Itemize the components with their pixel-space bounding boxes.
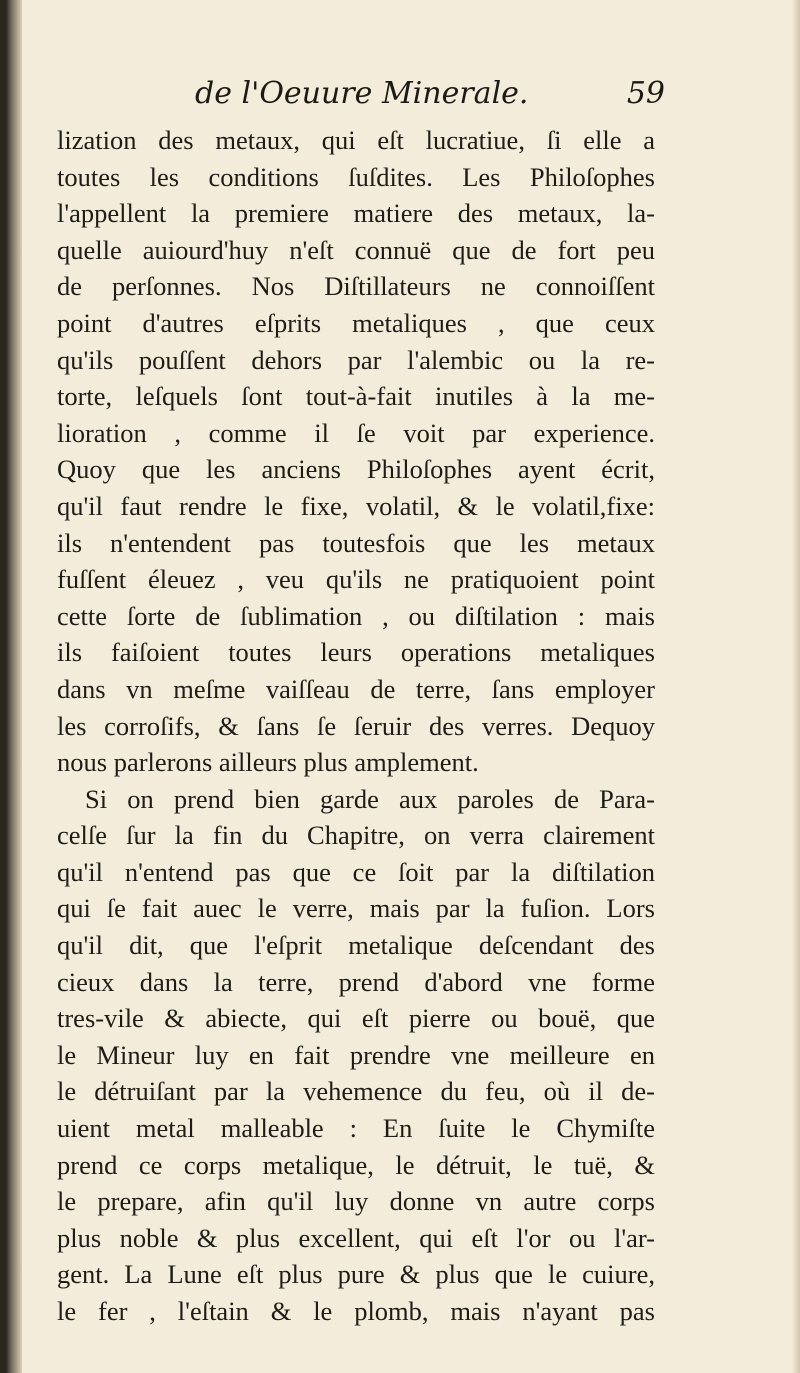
text-line: cieux dans la terre, prend d'abord vne forme [57, 966, 655, 997]
text-line: nous parlerons ailleurs plus amplement. [57, 747, 479, 778]
text-line: l'appellent la premiere matiere des metaux, la- [57, 198, 655, 229]
text-line: qui ſe fait auec le verre, mais par la fuſion. Lors [57, 893, 655, 924]
text-line: qu'il dit, que l'eſprit metalique deſcendant des [57, 930, 655, 961]
text-line: le fer , l'eſtain & le plomb, mais n'ayant pas [57, 1296, 655, 1326]
text-line: le Mineur luy en fait prendre vne meilleure en [57, 1039, 655, 1070]
text-line: plus noble & plus excellent, qui eſt l'or ou l'ar- [57, 1222, 655, 1253]
text-line: de perſonnes. Nos Diſtillateurs ne connoiſſent [57, 271, 655, 302]
page-header [55, 76, 665, 120]
text-line: ils n'entendent pas toutesfois que les metaux [57, 527, 655, 558]
running-title: de l'Oeuure Minerale. [195, 76, 529, 111]
text-line: gent. La Lune eſt plus pure & plus que le cuiure, [57, 1259, 655, 1290]
text-line: qu'ils pouſſent dehors par l'alembic ou la re- [57, 344, 655, 375]
text-line: torte, leſquels ſont tout-à-fait inutiles à la me- [57, 381, 655, 412]
text-line: quelle auiourd'huy n'eſt connuë que de fort peu [57, 234, 655, 265]
text-line: uient metal malleable : En ſuite le Chymiſte [57, 1113, 655, 1144]
text-line: fuſſent éleuez , veu qu'ils ne pratiquoient point [57, 564, 655, 595]
text-line: tres-vile & abiecte, qui eſt pierre ou bouë, que [57, 1003, 655, 1034]
page-edge [792, 0, 800, 1373]
text-line: qu'il n'entend pas que ce ſoit par la diſtilation [57, 856, 655, 887]
body-text [57, 122, 655, 1330]
binding-gutter [0, 0, 22, 1373]
text-line: ils faiſoient toutes leurs operations metaliques [57, 637, 655, 668]
text-line: dans vn meſme vaiſſeau de terre, ſans employer [57, 673, 655, 704]
text-line: qu'il faut rendre le fixe, volatil, & le volatil,fixe: [57, 490, 655, 521]
page-number: 59 [626, 76, 665, 111]
text-line: le prepare, afin qu'il luy donne vn autre corps [57, 1186, 655, 1217]
text-line: point d'autres eſprits metaliques , que ceux [57, 307, 655, 338]
text-line: toutes les conditions ſuſdites. Les Philoſophes [57, 161, 655, 192]
text-line: Quoy que les anciens Philoſophes ayent écrit, [57, 454, 655, 485]
text-line: Si on prend bien garde aux paroles de Para- [85, 783, 655, 814]
text-line: lioration , comme il ſe voit par experience. [57, 417, 655, 448]
text-line: prend ce corps metalique, le détruit, le tuë, & [57, 1149, 655, 1180]
text-line: lization des metaux, qui eſt lucratiue, ſi elle a [57, 125, 655, 155]
text-line: celſe ſur la fin du Chapitre, on verra clairement [57, 820, 655, 851]
text-line: les corroſifs, & ſans ſe ſeruir des verres. Dequoy [57, 710, 655, 741]
text-line: le détruiſant par la vehemence du feu, où il de- [57, 1076, 655, 1107]
text-line: cette ſorte de ſublimation , ou diſtilation : mais [57, 600, 655, 631]
